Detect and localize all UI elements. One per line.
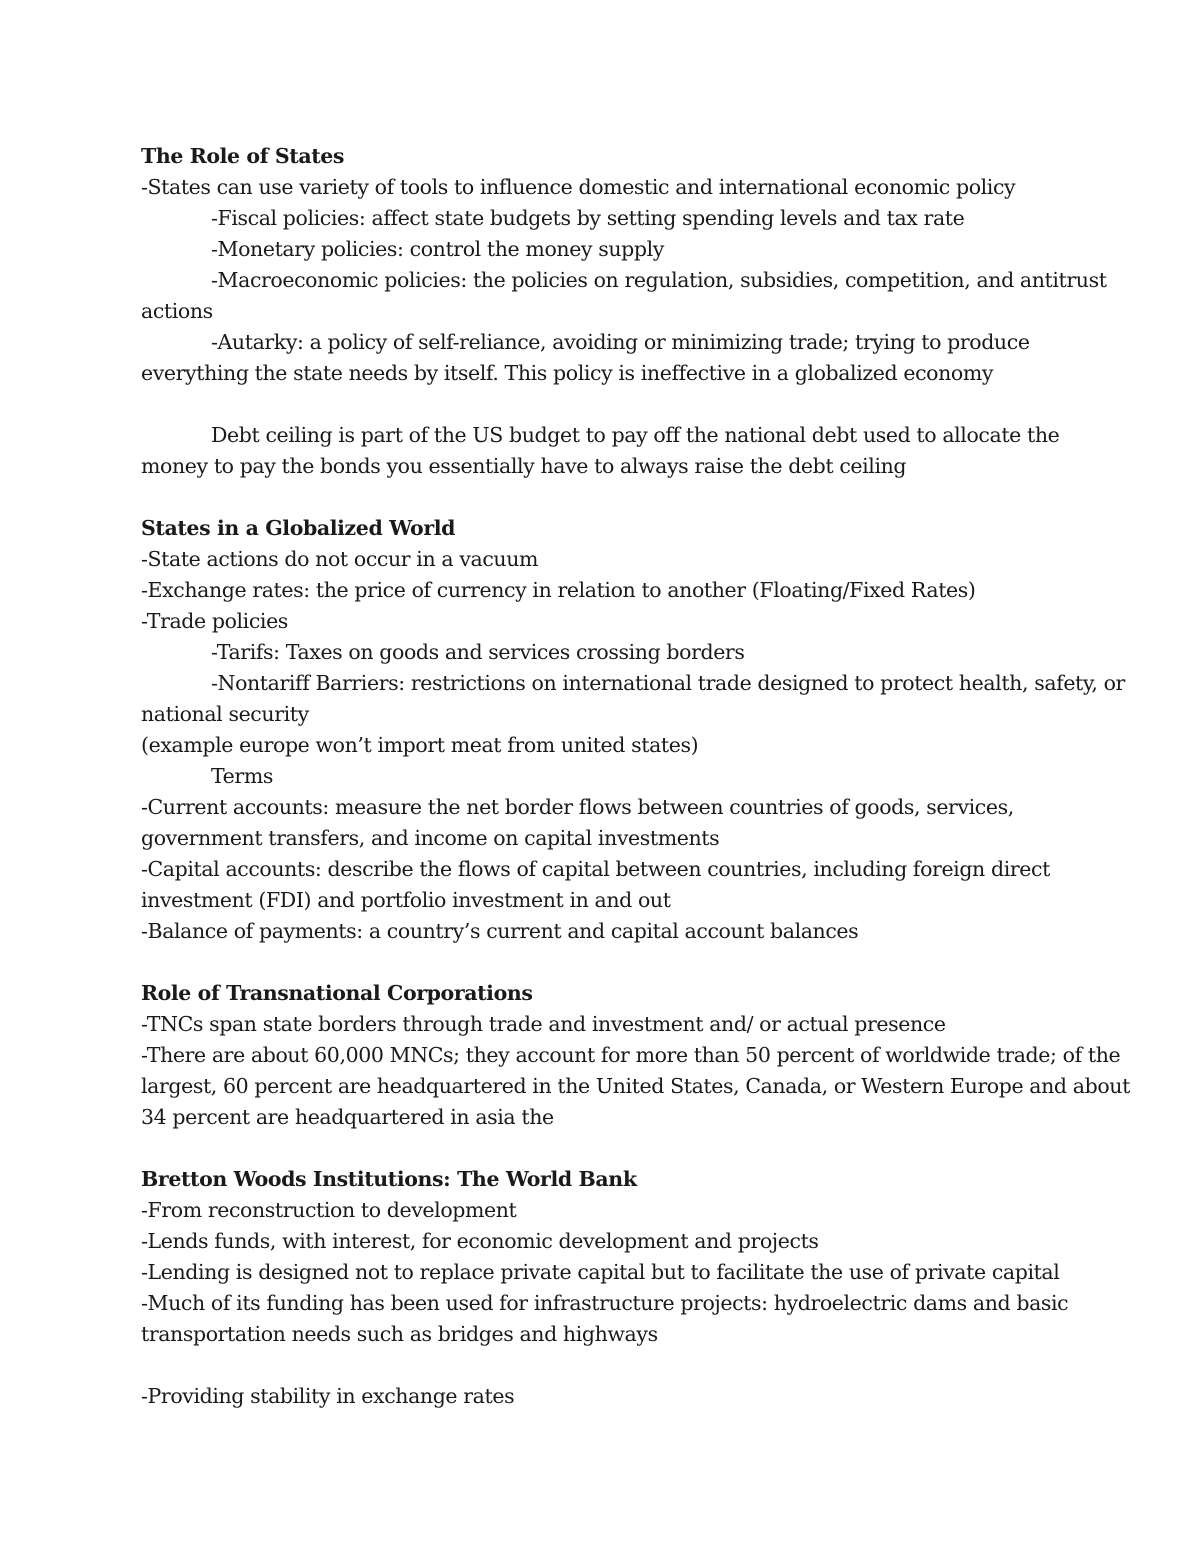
text-line: -Current accounts: measure the net border flows between countries of goods, services, [141, 795, 1014, 819]
text-line: everything the state needs by itself. This policy is ineffective in a globalized economy [141, 361, 994, 385]
indented-text-line: -Macroeconomic policies: the policies on regulation, subsidies, competition, and antitrust [211, 268, 1107, 292]
section-heading: States in a Globalized World [141, 516, 456, 540]
section-heading: Bretton Woods Institutions: The World Bank [141, 1167, 637, 1191]
blank-line [141, 482, 1066, 513]
blank-line [141, 947, 1066, 978]
indented-text-line: Terms [211, 764, 273, 788]
blank-line [141, 1133, 1066, 1164]
text-line: actions [141, 299, 213, 323]
text-line: -Much of its funding has been used for infrastructure projects: hydroelectric dams and basic [141, 1291, 1069, 1315]
text-line: (example europe won’t import meat from united states) [141, 733, 699, 757]
blank-line [141, 389, 1066, 420]
indented-text-line: -Autarky: a policy of self-reliance, avoiding or minimizing trade; trying to produce [211, 330, 1030, 354]
text-line: -Balance of payments: a country’s current and capital account balances [141, 919, 859, 943]
text-line: -From reconstruction to development [141, 1198, 517, 1222]
blank-line [141, 1350, 1066, 1381]
text-line: -Lending is designed not to replace private capital but to facilitate the use of private capital [141, 1260, 1060, 1284]
text-line: -Lends funds, with interest, for economic development and projects [141, 1229, 819, 1253]
text-line: -There are about 60,000 MNCs; they account for more than 50 percent of worldwide trade; of the [141, 1043, 1121, 1067]
section-heading: Role of Transnational Corporations [141, 981, 533, 1005]
indented-text-line: -Tarifs: Taxes on goods and services crossing borders [211, 640, 745, 664]
indented-text-line: Debt ceiling is part of the US budget to pay off the national debt used to allocate the [211, 423, 1060, 447]
text-line: -States can use variety of tools to influence domestic and international economic policy [141, 175, 1016, 199]
indented-text-line: -Fiscal policies: affect state budgets by setting spending levels and tax rate [211, 206, 965, 230]
text-line: -Exchange rates: the price of currency in relation to another (Floating/Fixed Rates) [141, 578, 976, 602]
text-line: national security [141, 702, 309, 726]
text-line: largest, 60 percent are headquartered in the United States, Canada, or Western Europe and about [141, 1074, 1130, 1098]
text-line: -Capital accounts: describe the flows of capital between countries, including foreign direct [141, 857, 1050, 881]
document-page [141, 141, 1130, 1412]
text-line: government transfers, and income on capital investments [141, 826, 720, 850]
text-line: -State actions do not occur in a vacuum [141, 547, 539, 571]
text-line: -Providing stability in exchange rates [141, 1384, 515, 1408]
text-line: -TNCs span state borders through trade and investment and/ or actual presence [141, 1012, 946, 1036]
text-line: -Trade policies [141, 609, 288, 633]
text-line: investment (FDI) and portfolio investment in and out [141, 888, 671, 912]
indented-text-line: -Monetary policies: control the money supply [211, 237, 664, 261]
indented-text-line: -Nontariff Barriers: restrictions on international trade designed to protect health, safety, or [211, 671, 1125, 695]
text-line: 34 percent are headquartered in asia the [141, 1105, 554, 1129]
section-heading: The Role of States [141, 144, 345, 168]
text-line: money to pay the bonds you essentially have to always raise the debt ceiling [141, 454, 907, 478]
text-line: transportation needs such as bridges and highways [141, 1322, 658, 1346]
